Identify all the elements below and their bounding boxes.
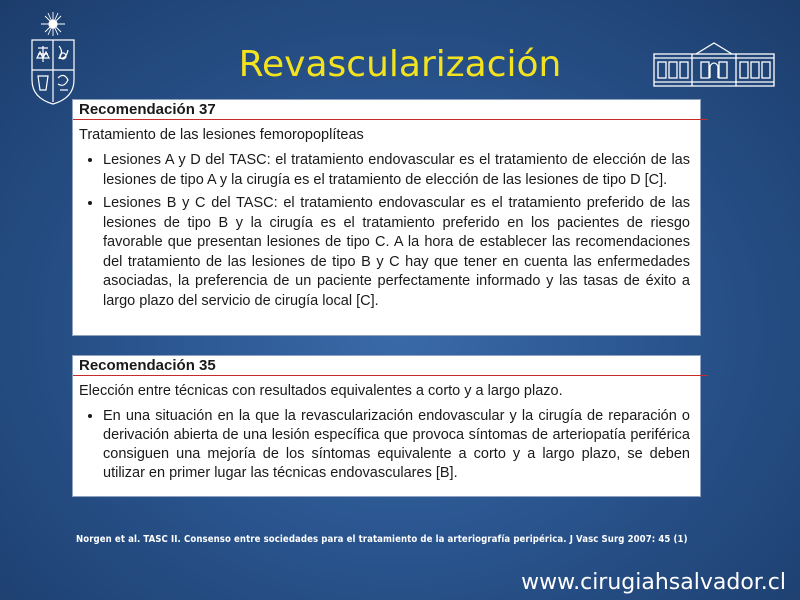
recommendation-37-list xyxy=(73,151,700,311)
citation: Norgen et al. TASC II. Consenso entre sociedades para el tratamiento de la arteriografía peripérica. J Vasc Surg 2007: 45 (1) xyxy=(76,534,688,545)
recommendation-35-heading xyxy=(73,356,700,376)
recommendation-35-subtitle: Elección entre técnicas con resultados equivalentes a corto y a largo plazo. xyxy=(79,383,563,399)
recommendation-37-subtitle: Tratamiento de las lesiones femoropoplíteas xyxy=(79,127,364,143)
recommendation-35-heading-text: Recomendación 35 xyxy=(79,357,216,374)
heading-divider xyxy=(73,119,708,120)
recommendation-37-box xyxy=(72,99,701,336)
recommendation-35-box xyxy=(72,355,701,497)
list-item: • Lesiones A y D del TASC: el tratamiento endovascular es el tratamiento de elección de las lesiones de tipo A y la cirugía es el tratamiento de elección de las lesiones de tipo D [C]. xyxy=(103,151,690,190)
list-item: • Lesiones B y C del TASC: el tratamiento endovascular es el tratamiento preferido de las lesiones de tipo B y la cirugía es el tratamiento preferido en los pacientes de riesgo favorable que presentan lesiones de tipo C. A la hora de establecer las recomendaciones del tratamiento de las lesiones de tipo B y C hay que tener en cuenta las enfermedades asociadas, la preferencia de un paciente perfectamente informado y las tasas de éxito a largo plazo del servicio de cirugía local [C]. xyxy=(103,194,690,311)
website-url[interactable]: www.cirugiahsalvador.cl xyxy=(521,570,786,595)
recommendation-35-list xyxy=(73,407,700,483)
recommendation-37-heading xyxy=(73,100,700,120)
list-item: • En una situación en la que la revascularización endovascular y la cirugía de reparación o derivación abierta de una lesión específica que provoca síntomas de arteriopatía periférica consiguen una mejoría de los síntomas equivalente a corto y a largo plazo, se deben utilizar en primer lugar las técnicas endovasculares [B]. xyxy=(103,407,690,483)
recommendation-37-heading-text: Recomendación 37 xyxy=(79,101,216,118)
heading-divider xyxy=(73,375,708,376)
slide-title: Revascularización xyxy=(238,44,562,85)
